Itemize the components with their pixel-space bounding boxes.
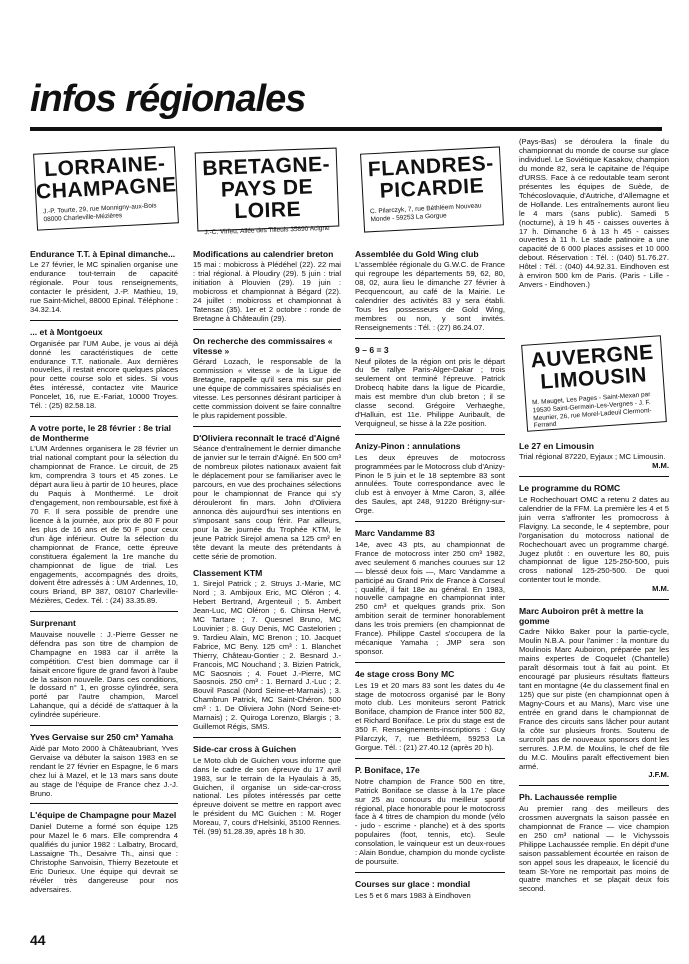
- region-box-auvergne: [521, 335, 667, 432]
- divider: [193, 737, 341, 738]
- article-heading: Marc Vandamme 83: [355, 528, 435, 539]
- column-1: [30, 243, 178, 895]
- article-signature: M.M.: [652, 584, 669, 594]
- article-heading: 4e stage cross Bony MC: [355, 669, 455, 680]
- divider: [193, 426, 341, 427]
- article-heading: D'Oliviera reconnaît le tracé d'Aigné: [193, 432, 340, 443]
- article-heading: Anizy-Pinon : annulations: [355, 441, 461, 452]
- divider: [30, 416, 178, 417]
- article-heading: Le programme du ROMC: [519, 483, 621, 494]
- divider: [355, 434, 505, 435]
- divider: [30, 725, 178, 726]
- article-heading: L'équipe de Champagne pour Mazel: [30, 810, 177, 821]
- article-text: Cadre Nikko Baker pour la partie-cycle, Moulin N.B.A. pour l'animer : la monture du Moulinois Marc Auboiron, préparée par les mains expertes de Coquelet (Chantelle) paraît désormais tout à fait au point. Et encouragé par plusieurs résultats flatteurs tant en montagne (4e du classement final en 125) que sur piste (en championnat open à Magny-Cours et au Mans), Marc vise une entrée en grand dans le championnat de France des circuits sans lâcher pour autant la côte sur plusieurs fronts. Soutenu de surcroît pas de nouveaux sponsors dont les serrures. J.P.M. de Moulins, le chef de file du M.C. Moulins paraît effectivement bien armé.: [519, 627, 669, 771]
- article-text: L'assemblée régionale du G.W.C. de France qui regroupe les départements 59, 62, 80, 08, 02, aura lieu le dimanche 27 février à Pecquencourt, au café de la Mairie. Le calendrier des activités 83 y sera établi. Tous les possesseurs de Gold Wing, membres ou non, y sont invités. Renseignements : Tél. : (27) 86.24.07.: [355, 260, 505, 333]
- article-text: Les 19 et 20 mars 83 sont les dates du 4e stage de motocross organisé par le Bony moto club. Les moniteurs seront Patrick Boniface, champion de France inter 500 82, et Richard Boniface. Le prix du stage est de 350 F. Renseignements-inscriptions : Guy Pilarczyk, 7, rue Bethléem, 59253 La Gorgue. Tél. : (21) 27.40.12 (après 20 h).: [355, 680, 505, 753]
- article-heading: Endurance T.T. à Epinal dimanche...: [30, 249, 176, 259]
- article-heading: Ph. Lachaussée remplie: [519, 792, 617, 803]
- article-text: Le 27 février, le MC spinalien organise une endurance tout-terrain de capacité régionale. Pour tous renseignements, contacter le président, J.-P. Mathieu, 19, rue Saint-Michel, 88000 Epinal. Téléphone : 34.32.14.: [30, 260, 178, 315]
- article-text: Gérard Lozach, le responsable de la commission « vitesse » de la Ligue de Bretagne, rappelle qu'il sera mis sur pied une équipe de commissaires spécialisés en vitesse. Les personnes désirant participer à cette commission doivent se faire connaître le plus rapidement possible.: [193, 357, 341, 420]
- region-address-lorraine: J.-P. Tourte, 29, rue Monnigny-aux-Bois 08000 Charleville-Mézières: [42, 202, 157, 224]
- article-heading: 9 – 6 = 3: [355, 345, 389, 356]
- region-box-lorraine: [33, 146, 179, 230]
- article-text: Au premier rang des meilleurs des crossmen auvergnats la saison passée en championnat de France — vice champion en 250 cm³ national — le Vichyssois Philippe Lachaussée remplie. En dépit d'une saison passablement écourtée en raison de son appel sous les drapeaux, le licencié du team St-Yore ne remportait pas moins de quatre manches et se plaçait deux fois second.: [519, 803, 669, 894]
- region-address-flandres: C. Pilarczyk, 7, rue Béthléem Nouveau Monde - 59253 La Gorgue: [369, 202, 482, 224]
- article-heading: Courses sur glace : mondial: [355, 879, 471, 890]
- article-text: Le Moto club de Guichen vous informe que dans le cadre de son épreuve du 17 avril 1983, sur le terrain de la Hyaulais à 35, Guichen, il organise un side-car-cross national. Les pilotes intéressés par cette épreuve doivent se mettre en rapport avec le président du MC Guichen : M. Roger Moreau, 7, cours d'Helsinki, 35100 Rennes. Tél. (99) 51.28.39, après 18 h 30.: [193, 755, 341, 837]
- article-text: Les deux épreuves de motocross programmées par le Motocross club d'Anizy-Pinon le 5 juin et le 18 septembre 83 sont annulées. Toute correspondance avec le club est à envoyer à Mme Caron, 3, allée des Saules, apt 248, 91220 Brétigny-sur-Orge.: [355, 452, 506, 516]
- article-heading: Modifications au calendrier breton: [193, 249, 334, 259]
- article-text: Séance d'entraînement le dernier dimanche de janvier sur le terrain d'Aigné. En 500 cm³ de nombreux pilotes nationaux avaient fait le déplacement pour se familiariser avec le parcours, en vue des prochaines sélections pour le championnat de France qui s'y dérouleront fin mars. John d'Oliviera annonca dès aujourd'hui ses intentions en s'imposant sans coup férir. Par ailleurs, pour la 3e journée du Trophée KTM, le jeune Patrick Sirejol amena sa 125 cm³ en tête devant la meute des prétendants à cette série de promotion.: [193, 444, 341, 561]
- article-signature: M.M.: [652, 461, 669, 471]
- article-text: Notre champion de France 500 en titre, Patrick Boniface se classe à la 17e place sur 25 au concours du meilleur sportif régional, place honorable pour le motocross face à 4 titres de champion du monde (vélo - judo - escrime - planche) et à des sports populaires (foot, tennis, etc). Seule consolation, le vainqueur est un deux-roues : Alain Bondue, champion du monde cycliste de poursuite.: [355, 776, 505, 867]
- article-text: Neuf pilotes de la région ont pris le départ du 5e rallye Paris-Alger-Dakar ; trois seulement ont terminé l'épreuve. Patrick Drobecq habite dans la ligue de Picardie, mais est membre d'un club breton ; il se classe second. Grégoire Verhaeghe, d'Halluin, est 11e. Philippe Auribault, de Verquigneul, se hisse à la 22e position.: [355, 356, 505, 429]
- article-text: Trial régional 87220, Eyjaux ; MC Limousin.: [519, 452, 666, 462]
- region-box-bretagne: [195, 148, 340, 237]
- article-text: Les 5 et 6 mars 1983 à Eindhoven: [355, 890, 471, 900]
- region-box-flandres: [360, 146, 504, 232]
- article-text: Organisée par l'UM Aube, je vous ai déjà donné les caractéristiques de cette endurance T.T. nationale. Aux dernières nouvelles, il restait encore quelques places pour cette course solo et sides. Si vous êtes intéressé, contactez vite Maurice Poncelet, 16, rue E.-Fariat, 10000 Troyes. Tél. : (25) 82.58.18.: [30, 338, 178, 411]
- column-3: [355, 243, 505, 901]
- column-2: [193, 243, 341, 837]
- divider: [519, 785, 669, 786]
- article-text-continued: (Pays-Bas) se déroulera la finale du championnat du monde de course sur glace individuel. Le Soviétique Kasakov, champion du monde 82, sera le capitaine de l'équipe d'URSS. Face à ce redoutable team seront présentes les équipes de Suède, de Tchécoslovaquie, d'Autriche, d'Allemagne et de Hollande. Les entraînements auront lieu le 4 mars (sans public). Samedi 5 (nocturne), à 19 h 45 - caisses ouvertes à 17 h. Dimanche 6 à 13 h 45 - caisses ouvertes à 11 h. Le stade patinoire a une capacité de 6 000 places assises et 10 000 debout. Réservation : Tél. : (040) 51.76.27. Hôtel : Tél. : (040) 44.92.31. Eindhoven est à environ 500 km de Paris. (Paris - Lille - Anvers - Eindhoven.): [519, 137, 669, 290]
- article-heading: Marc Auboiron prêt à mettre la gomme: [519, 606, 644, 626]
- region-address-bretagne: J.-C. Virfeu, Allée des Tilleuls 35690 Acigne: [204, 224, 330, 237]
- title-rule: [30, 127, 662, 131]
- divider: [30, 611, 178, 612]
- divider: [30, 803, 178, 804]
- article-heading: Side-car cross à Guichen: [193, 744, 297, 755]
- divider: [193, 329, 341, 330]
- article-text: Aidé par Moto 2000 à Châteaubriant, Yves Gervaise va débuter la saison 1983 en se rendant le 27 février en Espagne, le 6 mars chez lui à Mazel, et le 13 mars sans doute au stage de l'équipe de France chez J.-J. Bruno.: [30, 743, 178, 798]
- page-number: 44: [30, 932, 46, 948]
- region-title-lorraine: LORRAINE-CHAMPAGNE: [35, 151, 178, 204]
- divider: [30, 320, 178, 321]
- region-title-auvergne: AUVERGNE LIMOUSIN: [529, 340, 655, 394]
- article-heading: P. Boniface, 17e: [355, 765, 420, 776]
- article-text: L'UM Ardennes organisera le 28 février un trial national comptant pour la sélection du championnat de France. Le circuit, de 25 km, comprendra 3 tours et 45 zones. Le départ aura lieu à partir de 10 heures, place du Paquis à Monthermé. Le droit d'engagement, non remboursable, est fixé à 70 F. Il sera possible de prendre une licence à la journée, aux prix de 80 F pour les plus de 16 ans et de 50 F pour ceux d'un âge inférieur. Outre la sélection du championnat de France, cette épreuve constituera également la 1re manche du championnat de ligue de trial. Les engagements, accompagnés des droits, doivent être adressés à : UM Ardennes, 10, cours Briand, BP 387, 08107 Charleville-Mézières, Cedex. Tél. : (24) 33.35.89.: [30, 444, 178, 606]
- divider: [519, 476, 669, 477]
- divider: [519, 599, 669, 600]
- divider: [355, 872, 505, 873]
- divider: [355, 521, 505, 522]
- divider: [355, 338, 505, 339]
- region-title-bretagne: BRETAGNE-PAYS DE LOIRE: [201, 152, 331, 224]
- article-text: Mauvaise nouvelle : J.-Pierre Gesser ne défendra pas son titre de champion de Champagne en 1983 car il arrête la compétition. C'est bien dommage car il faisait encore figure de grand favori à l'aube de la saison nouvelle. Dans ces conditions, le dossard n° 1, en grosse cylindrée, sera porté par l'autre champion, Marcel Lahanque, qui a décidé de s'attaquer à la cylindrée supérieure.: [30, 629, 178, 720]
- article-signature: J.F.M.: [648, 770, 669, 780]
- article-heading: Le 27 en Limousin: [519, 441, 594, 451]
- article-text: 1. Sirejol Patrick ; 2. Struys J.-Marie, MC Nord ; 3. Ambijoux Eric, MC Oléron ; 4. Hebert Bertrand, Argenteuil ; 5. Ambert Jean-Luc, MC Oléron ; 6. Chinsa Hervé, MC Tartare ; 7. Quesnel Bruno, MC Louvinier ; 8. Guy Denis, MC Castelorien ; 9. Tardieu Alain, MC Brenon ; 10. Jacquet Fabrice, MC Beny. 125 cm³ : 1. Blanchet Thierry, Château-Gontier ; 2. Besnard J.-Francois, MC Nouchand ; 3. Bizien Patrick, MC Saosnois ; 4. Fouet J.-Pierre, MC Saosnois. 250 cm³ : 1. Bernard J.-Luc ; 2. Bouvil Pascal (Nord Seine-et-Marnais) ; 3. Chambrun Patrick, MC Saint-Chéron. 500 cm³ : 1. De Oliviera John (Nord Seine-et-Marnais) ; 2. Quiroga Lorenzo, Blargis ; 3. Guillemot Régis, SMS.: [193, 579, 341, 732]
- page-title: infos régionales: [30, 78, 306, 120]
- article-heading: Yves Gervaise sur 250 cm³ Yamaha: [30, 732, 174, 743]
- article-heading: ... et à Montgoeux: [30, 327, 103, 338]
- article-text: Le Rochechouart OMC a retenu 2 dates au calendrier de la FFM. La première les 4 et 5 juin verra s'affronter les promocross à Flavigny. La seconde, le 4 septembre, pour l'organisation du motocross national de Rochechouart avec un programme chargé. Jugez plutôt : en ouverture les 80, puis championnat de ligue 125-250-500, puis cross national 125-250-500. De quoi contenter tout le monde.: [519, 494, 669, 585]
- article-heading: On recherche des commissaires « vitesse »: [193, 336, 333, 356]
- article-heading: Classement KTM: [193, 567, 263, 578]
- article-text: 14e, avec 43 pts, au championnat de France de motocross inter 250 cm³ 1982, avec seulement 6 manches courues sur 12 — blessé deux fois —, Marc Vandamme a participé au Grand Prix de France à Corseul ; qualifié, il fait 18e au général. En 1983, nouvelle campagne en championnat inter 250 cm³ et quelques grands prix. Son ambition serait de terminer honorablement dans les trois premiers (en championnat de France). Philippe Castel s'occupera de la mécanique Yamaha ; JMP sera son sponsor.: [355, 539, 505, 657]
- article-heading: Surprenant: [30, 618, 76, 629]
- column-4: [519, 435, 669, 894]
- article-text: 15 mai : mobicross à Plédéhel (22). 22 mai : trial régional. à Ploudiry (29). 5 juin : trial initiation à Plouvien (29). 19 juin : mobicross et championnat à Bégard (22). 24 juillet : mobicross et championnat à Tatensac (35). 1er et 2 octobre : ronde de Bretagne à Châteaulin (29).: [193, 260, 341, 324]
- region-title-flandres: FLANDRES-PICARDIE: [367, 151, 495, 203]
- column-4-top: [519, 138, 669, 290]
- article-heading: Assemblée du Gold Wing club: [355, 249, 479, 259]
- article-text: Daniel Duterne a formé son équipe 125 pour Mazel le 6 mars. Elle comprendra 4 qualifiés du junior 1982 : Lalbatry, Brocard, Lassaigne Th., Desaivre Th., ainsi que : Christophe Sanvoisin, Thierry Bezetoute et Eric Durieux. Une équipe qui devrait se révéler très dangereuse pour nos adversaires.: [30, 821, 178, 894]
- region-address-auvergne: M. Mauget, Les Pages - Saint-Mexan par 19530 Saint-Germain-Les-Vergnes - J. F. Meunier, 26, rue Morel-Ladeuil Clermont-Ferrand: [531, 391, 652, 430]
- divider: [355, 758, 505, 759]
- divider: [355, 662, 505, 663]
- article-heading: A votre porte, le 28 février : 8e trial de Montherme: [30, 423, 172, 443]
